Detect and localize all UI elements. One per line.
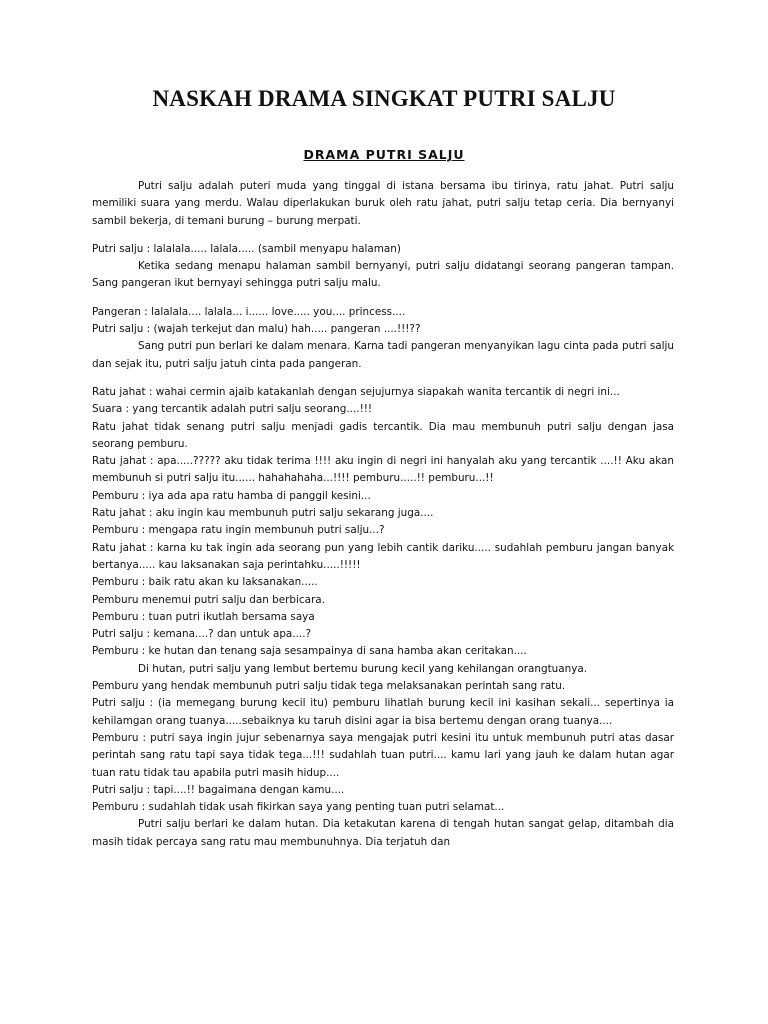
dialogue-line: Putri salju : kemana....? dan untuk apa....? — [92, 628, 312, 641]
narration-paragraph: Putri salju adalah puteri muda yang tinggal di istana bersama ibu tirinya, ratu jahat. Putri salju memiliki suara yang merdu. Walau diperlakukan buruk oleh ratu jahat, putri salju tetap ceria. Dia bernyanyi sambil bekerja, di temani burung – burung merpati. — [92, 180, 674, 227]
narration-paragraph: Sang putri pun berlari ke dalam menara. Karna tadi pangeran menyanyikan lagu cinta pada putri salju dan sejak itu, putri salju jatuh cinta pada pangeran. — [92, 340, 674, 370]
dialogue-line: Putri salju : tapi....!! bagaimana dengan kamu.... — [92, 783, 345, 796]
document-title: NASKAH DRAMA SINGKAT PUTRI SALJU — [152, 86, 616, 111]
dialogue-line: Putri salju : lalalala..... lalala..... (sambil menyapu halaman) — [92, 242, 401, 255]
dialogue-line: Suara : yang tercantik adalah putri salju seorang....!!! — [92, 403, 373, 416]
narration-paragraph: Putri salju berlari ke dalam hutan. Dia ketakutan karena di tengah hutan sangat gelap, ditambah dia masih tidak percaya sang ratu mau membunuhnya. Dia terjatuh dan — [92, 818, 674, 848]
narration-paragraph: Di hutan, putri salju yang lembut bertemu burung kecil yang kehilangan orangtuanya. — [138, 662, 588, 675]
dialogue-line: Pemburu : putri saya ingin jujur sebenarnya saya mengajak putri kesini itu untuk membunuh putri atas dasar perintah sang ratu tapi saya tidak tega...!!! sudahlah tuan putri.... kamu lari yang jauh ke dalam hutan agar tuan ratu tidak tau apabila putri masih hidup.... — [92, 731, 674, 779]
dialogue-line: Ratu jahat : karna ku tak ingin ada seorang pun yang lebih cantik dariku..... sudahlah pemburu jangan banyak bertanya..... kau laksanakan saja perintahku.....!!!!! — [92, 541, 674, 571]
dialogue-line: Ratu jahat : apa.....????? aku tidak terima !!!! aku ingin di negri ini hanyalah aku yang tercantik ....!! Aku akan membunuh si putri salju itu...... hahahahaha...!!!! pemburu.....!! pemburu...!! — [92, 455, 674, 485]
document-body — [92, 178, 674, 851]
dialogue-line: Pemburu : baik ratu akan ku laksanakan..... — [92, 576, 318, 589]
dialogue-line: Pemburu : tuan putri ikutlah bersama saya — [92, 610, 315, 623]
dialogue-line: Pemburu : mengapa ratu ingin membunuh putri salju...? — [92, 524, 385, 537]
dialogue-line: Pemburu : sudahlah tidak usah fikirkan saya yang penting tuan putri selamat... — [92, 801, 505, 814]
narration-paragraph: Ratu jahat tidak senang putri salju menjadi gadis tercantik. Dia mau membunuh putri salju dengan jasa seorang pemburu. — [92, 420, 674, 450]
dialogue-line: Pemburu : iya ada apa ratu hamba di panggil kesini... — [92, 489, 371, 502]
document-subtitle: DRAMA PUTRI SALJU — [303, 147, 465, 162]
dialogue-line: Pangeran : lalalala.... lalala... i...... love..... you.... princess.... — [92, 305, 406, 318]
dialogue-line: Pemburu : ke hutan dan tenang saja sesampainya di sana hamba akan ceritakan.... — [92, 645, 527, 658]
narration-paragraph: Pemburu yang hendak membunuh putri salju tidak tega melaksanakan perintah sang ratu. — [92, 680, 566, 693]
narration-paragraph: Pemburu menemui putri salju dan berbicara. — [92, 593, 325, 606]
dialogue-line: Ratu jahat : wahai cermin ajaib katakanlah dengan sejujurnya siapakah wanita tercantik di negri ini... — [92, 385, 620, 398]
dialogue-line: Putri salju : (ia memegang burung kecil itu) pemburu lihatlah burung kecil ini kasihan sekali... sepertinya ia kehilamgan orang tuanya.....sebaiknya ku taruh disini agar ia bisa bertemu dengan orang tuanya.... — [92, 697, 674, 727]
dialogue-line: Putri salju : (wajah terkejut dan malu) hah..... pangeran ....!!!?? — [92, 323, 421, 336]
narration-paragraph: Ketika sedang menapu halaman sambil bernyanyi, putri salju didatangi seorang pangeran tampan. Sang pangeran ikut bernyayi sehingga putri salju malu. — [92, 260, 674, 290]
dialogue-line: Ratu jahat : aku ingin kau membunuh putri salju sekarang juga.... — [92, 507, 434, 520]
